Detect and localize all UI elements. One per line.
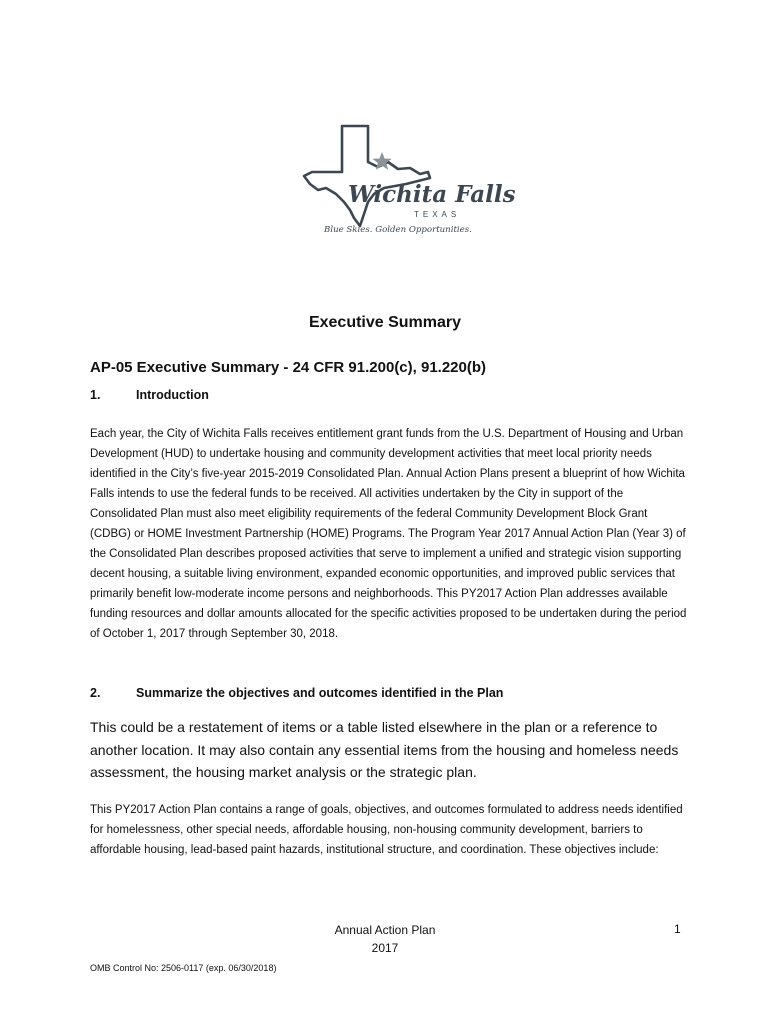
section-2-title: Summarize the objectives and outcomes identified in the Plan	[136, 686, 504, 700]
page-title: Executive Summary	[308, 314, 462, 331]
wichita-falls-logo	[296, 118, 516, 242]
page-number: 1	[674, 922, 681, 936]
objectives-paragraph: This PY2017 Action Plan contains a range of goals, objectives, and outcomes formulated to address needs identified for homelessness, other special needs, affordable housing, non-housing community development, barriers to affordable housing, lead-based paint hazards, institutional structure, and coordination. These objectives include:	[90, 804, 683, 856]
star-icon	[372, 152, 391, 170]
section-2-number: 2.	[90, 686, 101, 700]
texas-outline-icon	[304, 126, 430, 226]
section-1-number: 1.	[90, 388, 101, 402]
section-2-prompt: This could be a restatement of items or a table listed elsewhere in the plan or a reference to another location. It may also contain any essential items from the housing and homeless needs assessment, the housing market analysis or the strategic plan.	[90, 719, 679, 780]
footer-plan-name: Annual Action Plan	[334, 923, 436, 937]
section-2-heading	[90, 686, 503, 700]
section-subtitle: AP-05 Executive Summary - 24 CFR 91.200(c), 91.220(b)	[90, 359, 487, 376]
logo-brand: Wichita Falls	[348, 181, 516, 208]
section-1-title: Introduction	[136, 388, 209, 402]
introduction-paragraph: Each year, the City of Wichita Falls receives entitlement grant funds from the U.S. Department of Housing and Urban Development (HUD) to undertake housing and community development activities that meet local priority needs identified in the City’s five-year 2015-2019 Consolidated Plan. Annual Action Plans present a blueprint of how Wichita Falls intends to use the federal funds to be received. All activities undertaken by the City in support of the Consolidated Plan must also meet eligibility requirements of the federal Community Development Block Grant (CDBG) or HOME Investment Partnership (HOME) Programs. The Program Year 2017 Annual Action Plan (Year 3) of the Consolidated Plan describes proposed activities that serve to implement a unified and strategic vision supporting decent housing, a suitable living environment, expanded economic opportunities, and improved public services that primarily benefit low-moderate income persons and neighborhoods. This PY2017 Action Plan addresses available funding resources and dollar amounts allocated for the specific activities proposed to be undertaken during the period of October 1, 2017 through September 30, 2018.	[90, 428, 687, 640]
logo-state: TEXAS	[414, 210, 461, 219]
section-1-heading	[90, 388, 209, 402]
logo-tagline: Blue Skies. Golden Opportunities.	[324, 225, 472, 235]
footer-year: 2017	[371, 941, 399, 955]
omb-control-number: OMB Control No: 2506-0117 (exp. 06/30/2018)	[90, 963, 277, 973]
